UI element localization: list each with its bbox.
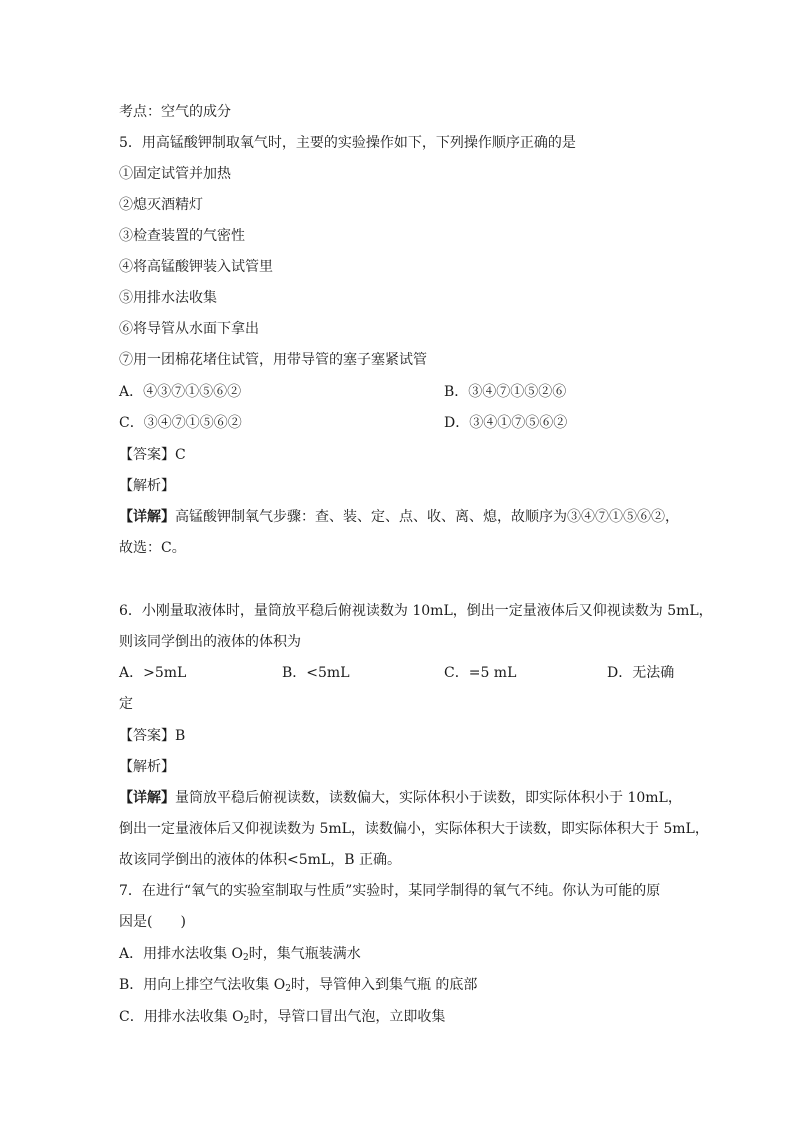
q5-detail-label: 【详解】: [119, 509, 175, 525]
q7-option-b-post: 时，导管伸入到集气瓶 的底部: [290, 977, 478, 993]
q6-option-a: A．>5mL: [119, 665, 187, 681]
q5-step-1: ①固定试管并加热: [119, 166, 231, 182]
q6-detail-text-1: 量筒放平稳后俯视读数，读数偏大，实际体积小于读数，即实际体积小于 10mL，: [175, 790, 682, 806]
q7-option-c: [119, 1007, 445, 1031]
q7-option-a-pre: A．用排水法收集 O: [119, 946, 244, 962]
q5-option-c: C．③④⑦①⑤⑥②: [119, 415, 242, 431]
q5-step-7: ⑦用一团棉花堵住试管，用带导管的塞子塞紧试管: [119, 352, 427, 368]
q6-detail-text-3: 故该同学倒出的液体的体积<5mL，B 正确。: [119, 852, 401, 868]
q7-option-c-post: 时，导管口冒出气泡，立即收集: [249, 1009, 446, 1025]
q6-option-c: C．=5 mL: [444, 665, 517, 681]
q6-stem-1: 6．小刚量取液体时，量筒放平稳后俯视读数为 10mL，倒出一定量液体后又仰视读数为 5mL，: [119, 603, 713, 619]
q7-option-c-pre: C．用排水法收集 O: [119, 1009, 244, 1025]
q5-answer: [119, 445, 186, 465]
q5-detail: [119, 507, 679, 527]
q6-option-d: D．无法确: [607, 665, 675, 681]
q5-answer-value: C: [175, 447, 186, 463]
q6-answer: [119, 726, 185, 746]
q6-detail-text-2: 倒出一定量液体后又仰视读数为 5mL，读数偏小，实际体积大于读数，即实际体积大于 5mL，: [119, 821, 709, 837]
q5-option-b: B．③④⑦①⑤②⑥: [444, 384, 567, 400]
q5-step-2: ②熄灭酒精灯: [119, 197, 203, 213]
q5-detail-text-2: 故选：C。: [119, 540, 186, 556]
q5-option-d: D．③④①⑦⑤⑥②: [444, 415, 568, 431]
q7-stem-2: 因是( ): [119, 914, 186, 930]
q5-stem: 5．用高锰酸钾制取氧气时，主要的实验操作如下，下列操作顺序正确的是: [119, 135, 576, 151]
q6-answer-value: B: [175, 728, 186, 744]
q7-option-b-pre: B．用向上排空气法收集 O: [119, 977, 286, 993]
kaodian-line: 考点：空气的成分: [119, 104, 231, 120]
q5-step-6: ⑥将导管从水面下拿出: [119, 321, 259, 337]
q6-option-d-continued: 定: [119, 696, 133, 712]
q7-option-a: [119, 944, 361, 968]
q7-option-b: [119, 975, 477, 999]
q5-step-5: ⑤用排水法收集: [119, 290, 217, 306]
q7-option-c-subscript: 2: [243, 1016, 250, 1026]
q6-analysis-label: 【解析】: [119, 759, 175, 775]
q5-step-4: ④将高锰酸钾装入试管里: [119, 259, 273, 275]
q7-option-b-subscript: 2: [285, 984, 291, 994]
q7-option-a-post: 时，集气瓶装满水: [248, 946, 361, 962]
q7-stem-1: 7．在进行“氧气的实验室制取与性质”实验时，某同学制得的氧气不纯。你认为可能的原: [119, 883, 661, 899]
q7-option-a-subscript: 2: [243, 953, 249, 963]
q6-detail-label: 【详解】: [119, 790, 175, 806]
q5-option-a: A．④③⑦①⑤⑥②: [119, 384, 242, 400]
q5-answer-label: 【答案】: [119, 447, 175, 463]
q6-detail: [119, 788, 682, 808]
q5-detail-text-1: 高锰酸钾制氧气步骤：查、装、定、点、收、离、熄，故顺序为③④⑦①⑤⑥②，: [175, 509, 679, 525]
q5-analysis-label: 【解析】: [119, 478, 175, 494]
q6-stem-2: 则该同学倒出的液体的体积为: [119, 634, 301, 650]
q6-option-b: B．<5mL: [282, 665, 350, 681]
q5-step-3: ③检查装置的气密性: [119, 228, 245, 244]
q6-answer-label: 【答案】: [119, 728, 175, 744]
